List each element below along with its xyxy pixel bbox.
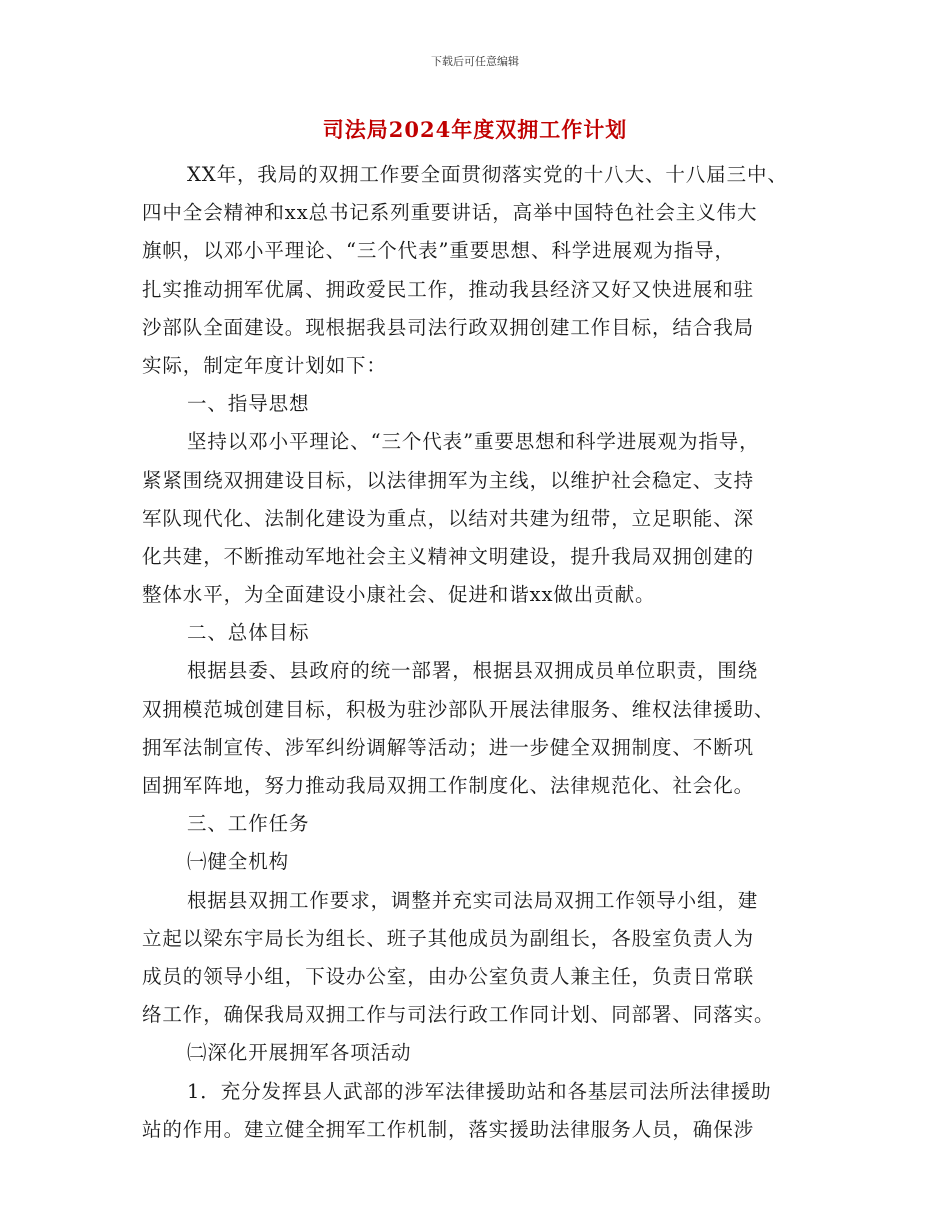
text-line: 沙部队全面建设。现根据我县司法行政双拥创建工作目标，结合我局 [142,315,755,339]
header-note: 下载后可任意编辑 [431,55,519,68]
text-line: 双拥模范城创建目标，积极为驻沙部队开展法律服务、维权法律援助、 [142,697,775,721]
text-line: 立起以梁东宇局长为组长、班子其他成员为副组长，各股室负责人为 [142,926,755,950]
text-line: 络工作，确保我局双拥工作与司法行政工作同计划、同部署、同落实。 [142,1003,775,1027]
text-line: 化共建，不断推动军地社会主义精神文明建设，提升我局双拥创建的 [142,544,755,568]
text-line: ㈡深化开展拥军各项活动 [187,1041,412,1065]
text-line: 三、工作任务 [187,812,310,836]
text-line: XX年，我局的双拥工作要全面贯彻落实党的十八大、十八届三中、 [187,163,788,186]
text-line: 成员的领导小组，下设办公室，由办公室负责人兼主任，负责日常联 [142,964,755,988]
text-line: 一、指导思想 [187,392,310,416]
text-line: 旗帜，以邓小平理论、“三个代表”重要思想、科学进展观为指导， [142,239,735,263]
text-line: 二、总体目标 [187,621,310,645]
text-line: 四中全会精神和xx总书记系列重要讲话，高举中国特色社会主义伟大 [142,201,758,225]
text-line: 站的作用。建立健全拥军工作机制，落实援助法律服务人员，确保涉 [142,1117,755,1141]
text-line: 紧紧围绕双拥建设目标，以法律拥军为主线，以维护社会稳定、支持 [142,468,755,492]
text-line: 坚持以邓小平理论、“三个代表”重要思想和科学进展观为指导， [187,430,760,454]
text-line: 拥军法制宣传、涉军纠纷调解等活动；进一步健全双拥制度、不断巩 [142,735,755,759]
text-line: 扎实推动拥军优属、拥政爱民工作，推动我县经济又好又快进展和驻 [142,277,755,301]
text-line: 根据县委、县政府的统一部署，根据县双拥成员单位职责，围绕 [187,659,759,683]
text-line: 军队现代化、法制化建设为重点，以结对共建为纽带，立足职能、深 [142,506,755,530]
text-line: 1．充分发挥县人武部的涉军法律援助站和各基层司法所法律援助 [187,1079,772,1103]
text-line: 实际，制定年度计划如下： [142,353,387,377]
text-line: 固拥军阵地，努力推动我局双拥工作制度化、法律规范化、社会化。 [142,774,755,797]
text-line: 整体水平，为全面建设小康社会、促进和谐xx做出贡献。 [142,583,656,607]
text-line: ㈠健全机构 [187,850,290,874]
document-title: 司法局2024年度双拥工作计划 [322,117,628,142]
document-body [142,156,812,1149]
text-line: 根据县双拥工作要求，调整并充实司法局双拥工作领导小组，建 [187,888,759,912]
